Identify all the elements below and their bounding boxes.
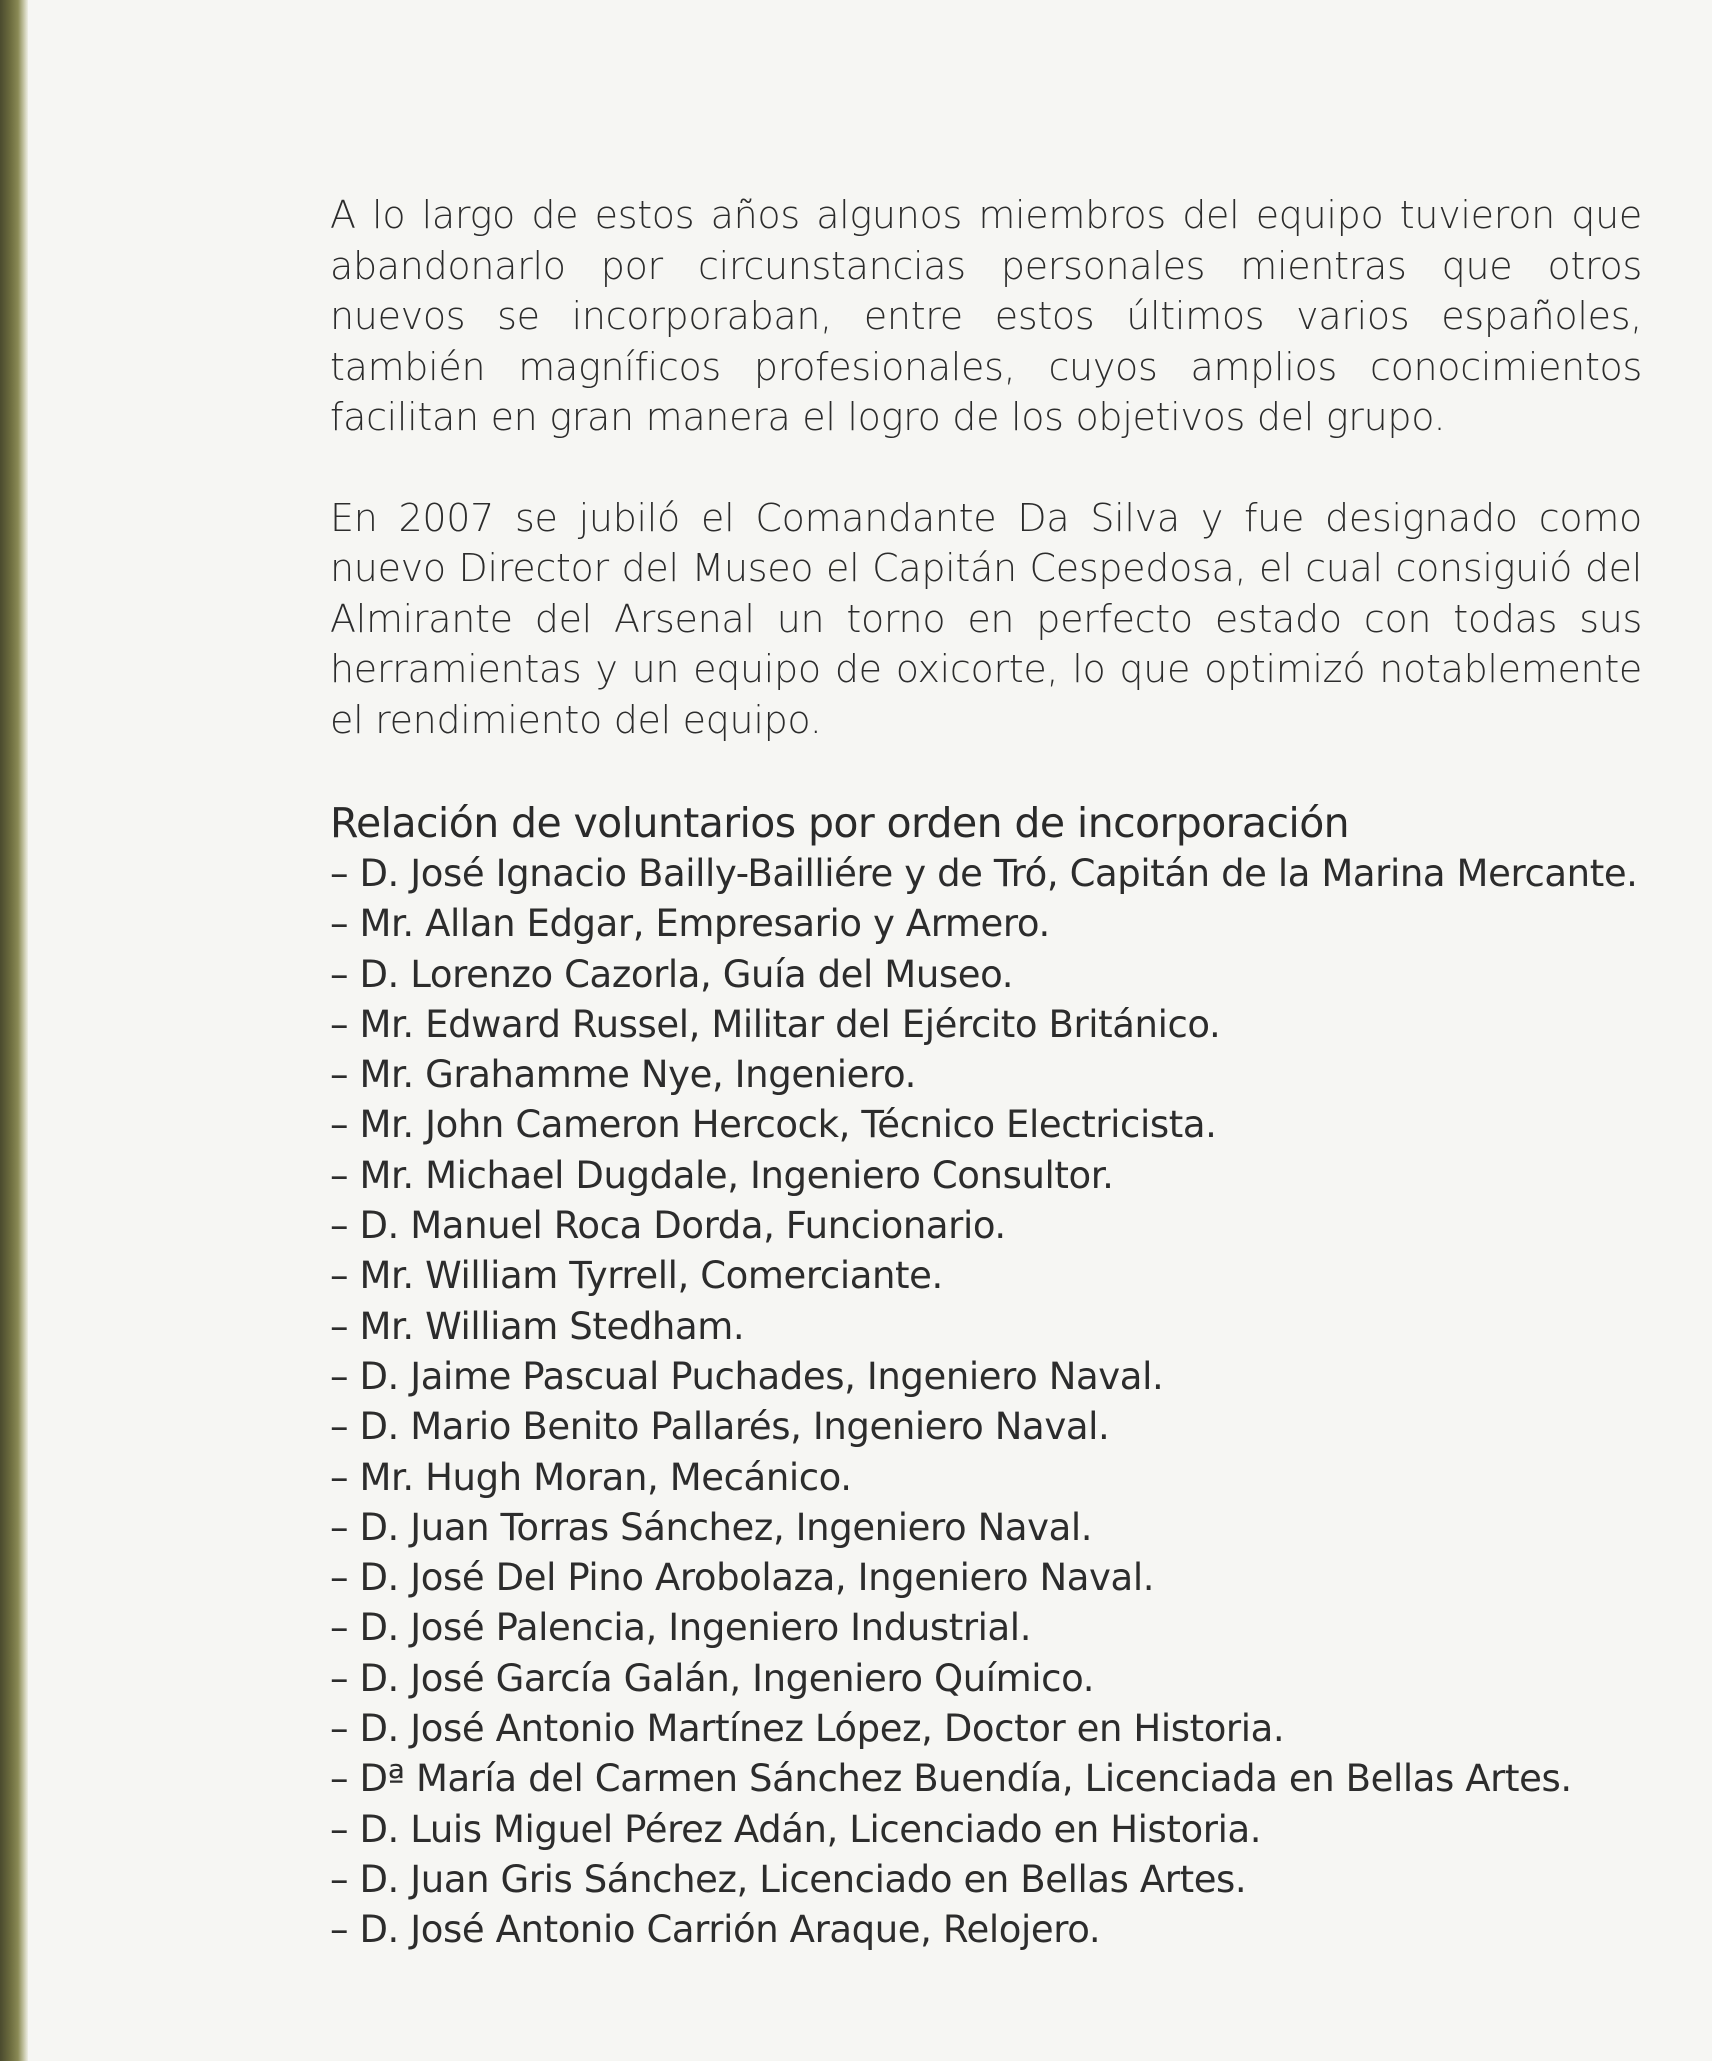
list-item: – D. Manuel Roca Dorda, Funcionario. xyxy=(330,1204,1006,1248)
list-item: – Mr. Hugh Moran, Mecánico. xyxy=(330,1455,852,1499)
list-item: – D. José Ignacio Bailly-Bailliére y de Tró, Capitán de la Marina Mercante. xyxy=(330,852,1638,895)
paragraph-intro: A lo largo de estos años algunos miembros del equipo tuvieron que abandonarlo por circunstancias personales mientras que otros nuevos se incorporaban, entre estos últimos varios españoles, también magníficos profesionales, cuyos amplios conocimientos facilitan en gran manera el logro de los objetivos del grupo. xyxy=(330,193,1642,439)
list-item: – D. José Antonio Martínez López, Doctor en Historia. xyxy=(330,1707,1285,1751)
list-item: – Mr. Edward Russel, Militar del Ejército Británico. xyxy=(330,1002,1221,1046)
list-item: – D. José García Galán, Ingeniero Químico. xyxy=(330,1656,1095,1700)
list-item: – D. Lorenzo Cazorla, Guía del Museo. xyxy=(330,952,1014,996)
list-item: – Mr. Grahamme Nye, Ingeniero. xyxy=(330,1053,916,1097)
paragraph-director: En 2007 se jubiló el Comandante Da Silva y fue designado como nuevo Director del Museo el Capitán Cespedosa, el cual consiguió del Almirante del Arsenal un torno en perfecto estado con todas sus herramientas y un equipo de oxicorte, lo que optimizó notablemente el rendimiento del equipo. xyxy=(330,495,1642,742)
volunteer-list xyxy=(330,849,1642,1956)
list-item: – Dª María del Carmen Sánchez Buendía, Licenciada en Bellas Artes. xyxy=(330,1757,1572,1801)
list-item: – D. Mario Benito Pallarés, Ingeniero Naval. xyxy=(330,1405,1110,1449)
list-item: – D. Juan Torras Sánchez, Ingeniero Naval. xyxy=(330,1505,1093,1549)
list-item: – Mr. Michael Dugdale, Ingeniero Consultor. xyxy=(330,1153,1114,1197)
list-item: – D. Juan Gris Sánchez, Licenciado en Bellas Artes. xyxy=(330,1857,1247,1901)
list-item: – Mr. William Tyrrell, Comerciante. xyxy=(330,1254,943,1298)
list-item: – D. Luis Miguel Pérez Adán, Licenciado en Historia. xyxy=(330,1807,1262,1851)
list-item: – D. José Del Pino Arobolaza, Ingeniero Naval. xyxy=(330,1556,1155,1600)
list-item: – Mr. John Cameron Hercock, Técnico Electricista. xyxy=(330,1103,1217,1147)
list-item: – Mr. Allan Edgar, Empresario y Armero. xyxy=(330,902,1050,946)
list-item: – Mr. William Stedham. xyxy=(330,1304,745,1348)
list-item: – D. José Antonio Carrión Araque, Relojero. xyxy=(330,1908,1101,1952)
document-page xyxy=(330,190,1642,1956)
page-binding-edge xyxy=(0,0,28,2061)
list-item: – D. José Palencia, Ingeniero Industrial. xyxy=(330,1606,1032,1650)
list-item: – D. Jaime Pascual Puchades, Ingeniero Naval. xyxy=(330,1354,1164,1398)
section-heading: Relación de voluntarios por orden de incorporación xyxy=(330,799,1350,847)
